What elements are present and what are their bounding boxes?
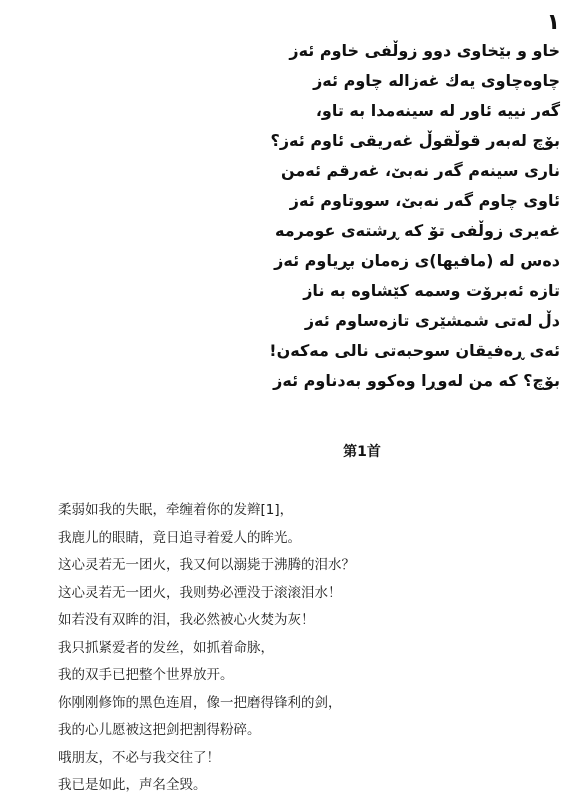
poem-number: ١ (546, 10, 560, 35)
kurdish-verse-line: ناری سینەم گەر نەبێ، غەرقم ئەمن (280, 161, 560, 180)
kurdish-verse-line: دەس لە (مافیها)ی زەمان بڕیاوم ئەز (274, 251, 560, 270)
kurdish-verse-line: گەر نییە ئاور لە سینەمدا بە تاو، (315, 101, 560, 120)
kurdish-verse-line: بۆچ؟ کە من لەوڕا وەکوو بەدناوم ئەز (273, 371, 560, 390)
chinese-verse-line: 你刚刚修饰的黑色连眉，像一把磨得锋利的剑， (58, 694, 342, 711)
kurdish-poem (160, 36, 560, 396)
chinese-verse-line: 我只抓紧爱者的发丝，如抓着命脉， (58, 639, 274, 656)
chinese-poem-heading-row (0, 442, 574, 462)
chinese-verse-line: 哦朋友，不必与我交往了！ (58, 749, 220, 766)
chinese-verse-line: 这心灵若无一团火，我又何以溺毙于沸腾的泪水？ (58, 557, 355, 573)
chinese-verse-line: 我鹿儿的眼睛，竟日追寻着爱人的眸光。 (58, 529, 301, 546)
kurdish-verse-line: ئاوی چاوم گەر نەبێ، سووتاوم ئەز (289, 191, 560, 210)
chinese-verse-line: 我的心儿愿被这把剑把割得粉碎。 (58, 722, 261, 738)
chinese-verse-line: 柔弱如我的失眠，牵缠着你的发辫[1]， (58, 502, 294, 518)
chinese-verse-line: 如若没有双眸的泪，我必然被心火焚为灰！ (58, 612, 315, 628)
chinese-verse-line: 我已是如此，声名全毁。 (58, 777, 207, 793)
chinese-poem-title: 第1首 (343, 444, 381, 460)
chinese-verse-line: 这心灵若无一团火，我则势必湮没于滚滚泪水！ (58, 584, 342, 601)
kurdish-verse-line: بۆچ لەبەر قوڵقوڵ غەریقی ئاوم ئەز؟ (270, 131, 560, 150)
kurdish-verse-line: دڵ لەتی شمشێری تازەساوم ئەز (304, 311, 560, 330)
kurdish-verse-line: ئەی ڕەفیقان سوحبەتی نالی مەکەن! (269, 341, 560, 360)
chinese-verse-line: 我的双手已把整个世界放开。 (58, 667, 234, 683)
chinese-poem (58, 497, 355, 800)
kurdish-verse-line: غەیری زوڵفی تۆ کە ڕشتەی عومرمە (275, 221, 560, 240)
kurdish-verse-line: خاو و بێخاوی دوو زوڵفی خاوم ئەز (289, 41, 560, 60)
kurdish-verse-line: چاوەچاوی یەك غەزالە چاوم ئەز (313, 71, 560, 90)
kurdish-verse-line: تازە ئەبرۆت وسمە کێشاوە بە ناز (303, 281, 560, 300)
